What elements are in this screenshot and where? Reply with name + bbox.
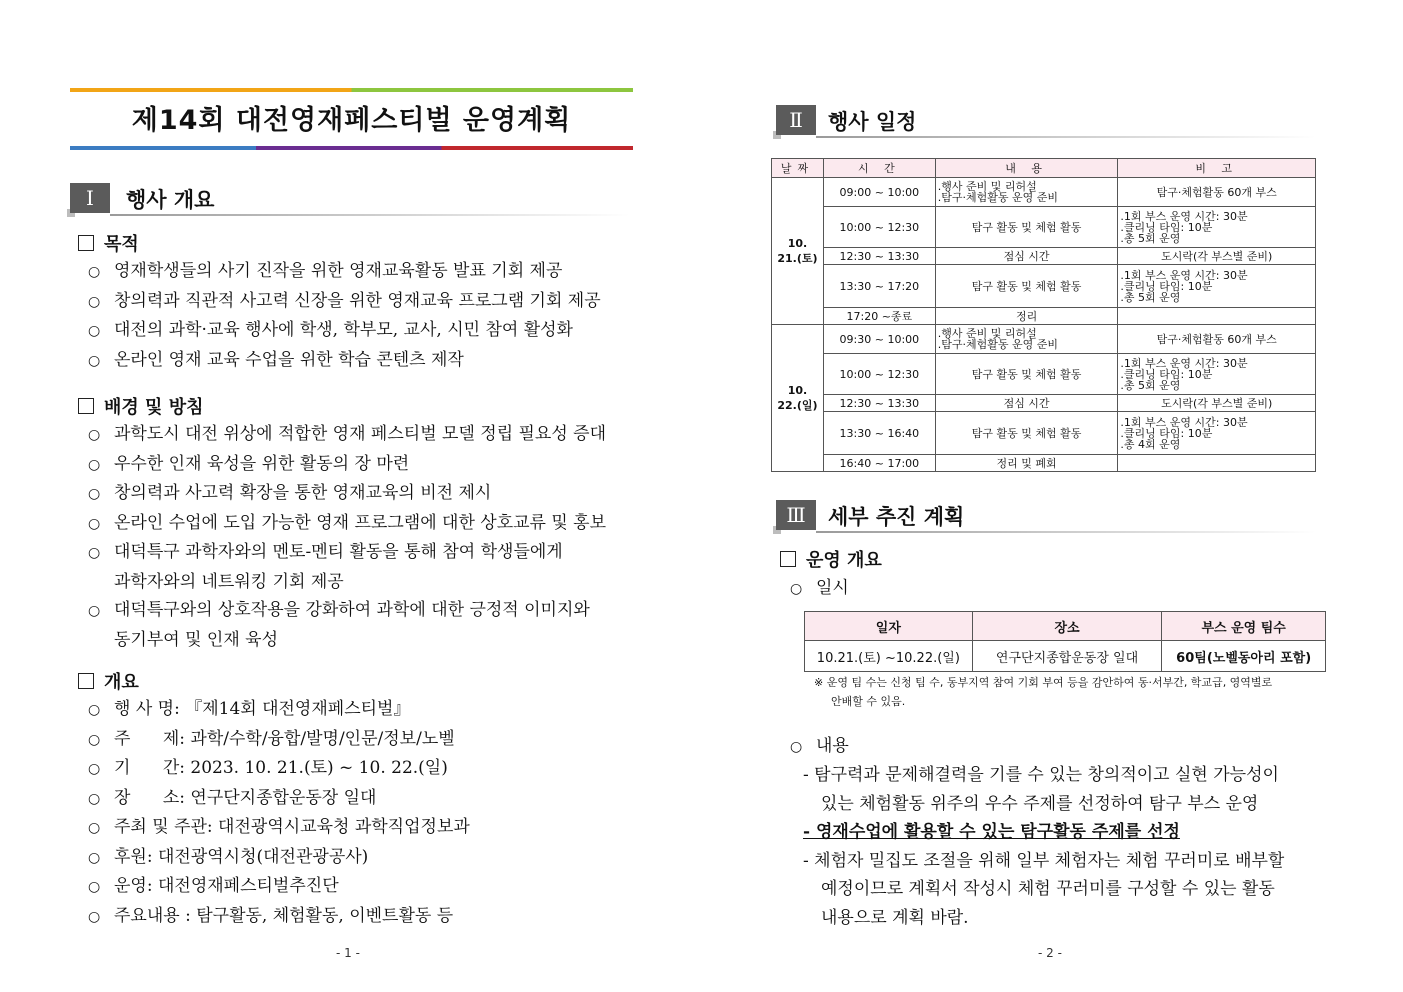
table-row [772,395,1316,412]
table-row [772,207,1316,248]
list-item: ○ 우수한 인재 육성을 위한 활동의 장 마련 [88,453,410,474]
checkbox-square-icon [780,551,796,567]
title-bar-bottom [70,146,633,150]
overview-heading: 개요 [78,668,139,694]
time-cell: 12:30 ~ 13:30 [823,395,935,412]
ops-table [804,611,1326,672]
content-cell: 점심 시간 [935,248,1118,265]
section-1-header [70,183,630,217]
section-3-header [776,500,1316,534]
list-item: ○ 대덕특구와의 상호작용을 강화하여 과학에 대한 긍정적 이미지와 [88,600,590,620]
checkbox-square-icon [78,673,94,689]
content-cell: 점심 시간 [935,395,1118,412]
list-item: ○ 온라인 영재 교육 수업을 위한 학습 콘텐츠 제작 [88,349,464,370]
time-cell: 17:20 ~종료 [823,308,935,325]
title-bar-top [70,88,633,92]
note-cell: 도시락(각 부스별 준비) [1118,395,1316,412]
list-item: ○ 장 소: 연구단지종합운동장 일대 [88,787,377,808]
time-cell: 13:30 ~ 16:40 [823,412,935,455]
note-cell: 탐구·체험활동 60개 부스 [1118,178,1316,207]
table-header: 일자 [805,612,973,641]
checkbox-square-icon [78,398,94,414]
content-cell: 탐구 활동 및 체험 활동 [935,207,1118,248]
list-item: ○ 기 간: 2023. 10. 21.(토) ~ 10. 22.(일) [88,758,448,778]
section-2-header [776,105,1316,139]
section-1-title: 행사 개요 [126,188,215,212]
ops-schedule-label: ○ 일시 [790,578,849,598]
list-item: - 체험자 밀집도 조절을 위해 일부 체험자는 체험 꾸러미로 배부할 [803,850,1285,871]
table-row [772,325,1316,354]
note-cell: .1회 부스 운영 시간: 30분 .클리닝 타임: 10분 .총 5회 운영 [1118,207,1316,248]
table-header: 시 간 [823,159,935,178]
section-1-number: Ⅰ [70,183,110,213]
ops-content-list [803,761,1343,932]
table-header-row [772,159,1316,178]
content-cell: 탐구 활동 및 체험 활동 [935,354,1118,395]
table-header: 날짜 [772,159,824,178]
list-item-continued: 있는 체험활동 위주의 우수 주제를 선정하여 탐구 부스 운영 [821,793,1259,814]
list-item-continued: 과학자와의 네트워킹 기회 제공 [114,571,344,592]
time-cell: 12:30 ~ 13:30 [823,248,935,265]
table-row [772,354,1316,395]
table-header: 장소 [972,612,1162,641]
overview-list [88,695,648,931]
section-2-title: 행사 일정 [828,110,917,134]
list-item: ○ 주최 및 주관: 대전광역시교육청 과학직업정보과 [88,817,470,837]
content-cell: 정리 [935,308,1118,325]
table-cell: 10.21.(토) ~10.22.(일) [805,641,973,672]
section-2-number: Ⅱ [776,105,816,135]
content-cell: .행사 준비 및 리허설 .탐구·체험활동 운영 준비 [935,325,1118,354]
list-item: ○ 후원: 대전광역시청(대전관광공사) [88,846,369,867]
content-cell: .행사 준비 및 리허설 .탐구·체험활동 운영 준비 [935,178,1118,207]
table-cell: 60팀(노벨동아리 포함) [1162,641,1326,672]
list-item: ○ 운영: 대전영재페스티벌추진단 [88,876,339,896]
list-item-emphasis: - 영재수업에 활용할 수 있는 탐구활동 주제를 선정 [803,822,1180,842]
note-cell: .1회 부스 운영 시간: 30분 .클리닝 타임: 10분 .총 5회 운영 [1118,265,1316,308]
note-cell [1118,455,1316,472]
page-number: - 1 - [336,946,360,960]
table-header: 내 용 [935,159,1118,178]
list-item: ○ 대덕특구 과학자와의 멘토-멘티 활동을 통해 참여 학생들에게 [88,542,563,562]
time-cell: 09:00 ~ 10:00 [823,178,935,207]
time-cell: 13:30 ~ 17:20 [823,265,935,308]
time-cell: 09:30 ~ 10:00 [823,325,935,354]
background-list [88,420,648,654]
table-row [772,265,1316,308]
list-item-continued: 동기부여 및 인재 육성 [114,629,279,650]
table-row [772,412,1316,455]
document-title: 제14회 대전영재페스티벌 운영계획 [131,105,572,136]
time-cell: 16:40 ~ 17:00 [823,455,935,472]
table-header: 비 고 [1118,159,1316,178]
list-item: ○ 행 사 명: 『제14회 대전영재페스티벌』 [88,699,411,719]
checkbox-square-icon [78,235,94,251]
list-item: - 탐구력과 문제해결력을 기를 수 있는 창의적이고 실현 가능성이 [803,765,1279,785]
page-number: - 2 - [1038,946,1062,960]
schedule-table [771,158,1316,472]
table-row [772,178,1316,207]
list-item-continued: 내용으로 계획 바람. [821,907,969,928]
list-item: ○ 주요내용 : 탐구활동, 체험활동, 이벤트활동 등 [88,905,454,926]
list-item-continued: 예정이므로 계획서 작성시 체험 꾸러미를 구성할 수 있는 활동 [821,879,1275,899]
background-heading: 배경 및 방침 [78,393,203,419]
table-cell: 연구단지종합운동장 일대 [972,641,1162,672]
list-item: ○ 대전의 과학·교육 행사에 학생, 학부모, 교사, 시민 참여 활성화 [88,320,573,340]
list-item: ○ 주 제: 과학/수학/융합/발명/인문/정보/노벨 [88,728,455,749]
note-cell: 도시락(각 부스별 준비) [1118,248,1316,265]
section-3-number: Ⅲ [776,500,816,530]
list-item: ○ 창의력과 직관적 사고력 신장을 위한 영재교육 프로그램 기회 제공 [88,290,601,311]
table-row [805,641,1326,672]
note-cell: 탐구·체험활동 60개 부스 [1118,325,1316,354]
note-cell: .1회 부스 운영 시간: 30분 .클리닝 타임: 10분 .총 5회 운영 [1118,354,1316,395]
list-item: ○ 온라인 수업에 도입 가능한 영재 프로그램에 대한 상호교류 및 홍보 [88,512,607,533]
purpose-heading: 목적 [78,230,139,256]
table-row [772,248,1316,265]
list-item: ○ 과학도시 대전 위상에 적합한 영재 페스티벌 모델 정립 필요성 증대 [88,424,607,444]
table-row [772,455,1316,472]
content-cell: 탐구 활동 및 체험 활동 [935,265,1118,308]
table-row [772,308,1316,325]
list-item: ○ 영재학생들의 사기 진작을 위한 영재교육활동 발표 기회 제공 [88,261,563,281]
section-3-title: 세부 추진 계획 [828,505,965,529]
time-cell: 10:00 ~ 12:30 [823,207,935,248]
ops-content-label: ○ 내용 [790,736,849,756]
date-cell: 10. 21.(토) [772,178,824,325]
list-item: ○ 창의력과 사고력 확장을 통한 영재교육의 비전 제시 [88,483,492,503]
footnote: ※ 운영 팀 수는 신청 팀 수, 동부지역 참여 기회 부여 등을 감안하여 동·서부간, 학교급, 영역별로 안배할 수 있음. [814,676,1273,708]
table-header: 부스 운영 팀수 [1162,612,1326,641]
time-cell: 10:00 ~ 12:30 [823,354,935,395]
content-cell: 정리 및 폐회 [935,455,1118,472]
note-cell [1118,308,1316,325]
date-cell: 10. 22.(일) [772,325,824,472]
table-header-row [805,612,1326,641]
note-cell: .1회 부스 운영 시간: 30분 .클리닝 타임: 10분 .총 4회 운영 [1118,412,1316,455]
content-cell: 탐구 활동 및 체험 활동 [935,412,1118,455]
ops-heading: 운영 개요 [780,546,882,572]
purpose-list [88,257,648,375]
